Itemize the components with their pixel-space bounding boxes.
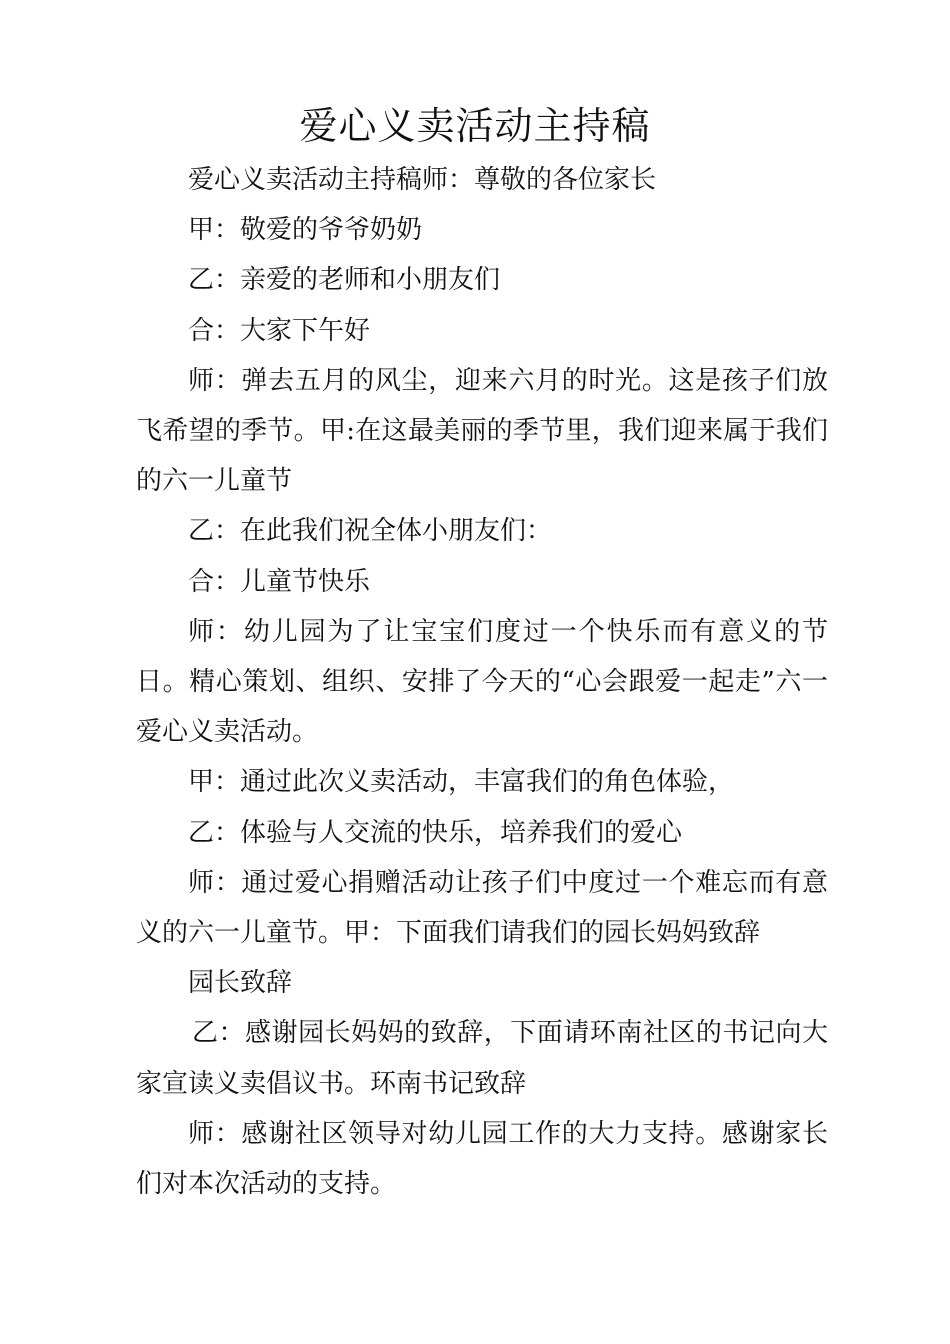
paragraph: 爱心义卖活动主持稿师：尊敬的各位家长 — [188, 165, 657, 195]
paragraph: 师：幼儿园为了让宝宝们度过一个快乐而有意义的节日。精心策划、组织、安排了今天的“心会跟爱一起走”六一爱心义卖活动。 — [136, 616, 828, 748]
paragraph: 师：通过爱心捐赠活动让孩子们中度过一个难忘而有意义的六一儿童节。甲：下面我们请我们的园长妈妈致辞 — [136, 867, 828, 949]
paragraph: 甲：通过此次义卖活动，丰富我们的角色体验， — [188, 767, 735, 798]
paragraph: 乙：亲爱的老师和小朋友们 — [188, 265, 501, 296]
document-body — [136, 155, 828, 1209]
paragraph: 合：儿童节快乐 — [188, 566, 371, 597]
paragraph: 乙：感谢园长妈妈的致辞，下面请环南社区的书记向大家宣读义卖倡议书。环南书记致辞 — [136, 1018, 828, 1099]
paragraph: 乙：体验与人交流的快乐，培养我们的爱心 — [188, 817, 683, 848]
paragraph: 师：感谢社区领导对幼儿园工作的大力支持。感谢家长们对本次活动的支持。 — [136, 1118, 828, 1200]
paragraph: 甲：敬爱的爷爷奶奶 — [188, 215, 423, 246]
paragraph: 乙：在此我们祝全体小朋友们： — [188, 516, 553, 547]
paragraph: 园长致辞 — [188, 968, 293, 999]
paragraph: 合：大家下午好 — [188, 315, 371, 346]
document-title: 爱心义卖活动主持稿 — [299, 104, 651, 148]
paragraph: 师：弹去五月的风尘，迎来六月的时光。这是孩子们放飞希望的季节。甲:在这最美丽的季节里，我们迎来属于我们的六一儿童节 — [136, 365, 828, 497]
